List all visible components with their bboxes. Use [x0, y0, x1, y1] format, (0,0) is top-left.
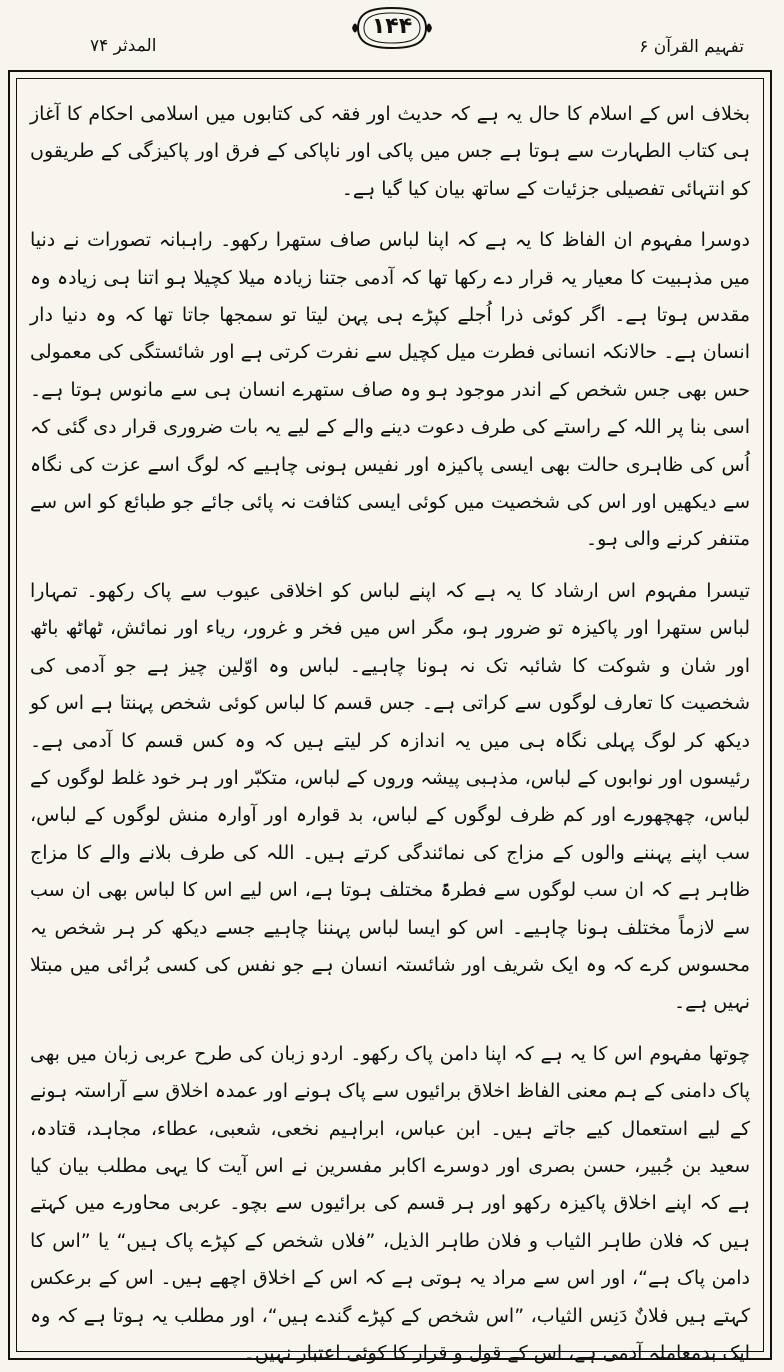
surah-title: المدثر ۷۴ — [90, 36, 157, 56]
book-title: تفہیم القرآن ۶ — [639, 37, 744, 57]
paragraph: چوتھا مفہوم اس کا یہ ہے کہ اپنا دامن پاک رکھو۔ اردو زبان کی طرح عربی زبان میں بھی پاک دامنی کے ہم معنی الفاظ اخلاق برائیوں سے پاک ہونے اور عمدہ اخلاق سے آراستہ ہونے کے لیے استعمال کیے جاتے ہیں۔ ابن عباس، ابراہیم نخعی، شعبی، عطاء، مجاہد، قتادہ، سعید بن جُبیر، حسن بصری اور دوسرے اکابر مفسرین نے اس آیت کا یہی مطلب بیان کیا ہے کہ اپنے اخلاق پاکیزہ رکھو اور ہر قسم کی برائیوں سے بچو۔ عربی محاورے میں کہتے ہیں کہ فلان طاہر الثیاب و فلان طاہر الذیل، ”فلاں شخص کے کپڑے پاک ہیں“ یا ”اس کا دامن پاک ہے“، اور اس سے مراد یہ ہوتی ہے کہ اس کے اخلاق اچھے ہیں۔ اس کے برعکس کہتے ہیں فلانٌ دَنِس الثیاب، ”اس شخص کے کپڑے گندے ہیں“، اور مطلب یہ ہوتا ہے کہ وہ ایک بدمعاملہ آدمی ہے، اس کے قول و قرار کا کوئی اعتبار نہیں۔ — [30, 1042, 750, 1364]
page-number-badge — [350, 4, 434, 52]
page-header — [0, 0, 784, 64]
page-body — [30, 96, 750, 1364]
paragraph: دوسرا مفہوم ان الفاظ کا یہ ہے کہ اپنا لباس صاف ستھرا رکھو۔ راہبانہ تصورات نے دنیا میں مذہبیت کا معیار یہ قرار دے رکھا تھا کہ آدمی جتنا زیادہ میلا کچیلا ہو اتنا ہی زیادہ وہ مقدس ہوتا ہے۔ اگر کوئی ذرا اُجلے کپڑے ہی پہن لیتا تو سمجھا جاتا تھا کہ وہ دنیا دار انسان ہے۔ حالانکہ انسانی فطرت میل کچیل سے نفرت کرتی ہے اور شائستگی کی معمولی حس بھی جس شخص کے اندر موجود ہو وہ صاف ستھرے انسان ہی سے مانوس ہوتا ہے۔ اسی بنا پر اللہ کے راستے کی طرف دعوت دینے والے کے لیے یہ بات ضروری قرار دی گئی کہ اُس کی ظاہری حالت بھی ایسی پاکیزہ اور نفیس ہونی چاہیے کہ لوگ اسے عزت کی نگاہ سے دیکھیں اور اس کی شخصیت میں کوئی ایسی کثافت نہ پائی جائے جو طبائع کو اس سے متنفر کرنے والی ہو۔ — [30, 229, 750, 551]
paragraph: تیسرا مفہوم اس ارشاد کا یہ ہے کہ اپنے لباس کو اخلاقی عیوب سے پاک رکھو۔ تمہارا لباس ستھرا اور پاکیزہ تو ضرور ہو، مگر اس میں فخر و غرور، ریاء اور نمائش، ٹھاٹھ باٹھ اور شان و شوکت کا شائبہ تک نہ ہونا چاہیے۔ لباس وہ اوّلین چیز ہے جو آدمی کی شخصیت کا تعارف لوگوں سے کراتی ہے۔ جس قسم کا لباس کوئی شخص پہنتا ہے اس کو دیکھ کر لوگ پہلی نگاہ ہی میں یہ اندازہ کر لیتے ہیں کہ وہ کس قسم کا آدمی ہے۔ رئیسوں اور نوابوں کے لباس، مذہبی پیشہ وروں کے لباس، متکبّر اور ہر خود غلط لوگوں کے لباس، چھچھورے اور کم ظرف لوگوں کے لباس، بد قوارہ اور آوارہ منش لوگوں کے لباس، سب اپنے پہننے والوں کے مزاج کی نمائندگی کرتے ہیں۔ اللہ کی طرف بلانے والے کا مزاج ظاہر ہے کہ ان سب لوگوں سے فطرۃً مختلف ہوتا ہے، اس لیے اس کا لباس بھی ان سب سے لازماً مختلف ہونا چاہیے۔ اس کو ایسا لباس پہننا چاہیے جسے دیکھ کر ہر شخص یہ محسوس کرے کہ وہ ایک شریف اور شائستہ انسان ہے جو نفس کی کسی بُرائی میں مبتلا نہیں ہے۔ — [30, 579, 750, 1014]
page-number: ۱۴۴ — [371, 14, 413, 39]
paragraph: بخلاف اس کے اسلام کا حال یہ ہے کہ حدیث اور فقہ کی کتابوں میں اسلامی احکام کا آغاز ہی کتاب الطہارت سے ہوتا ہے جس میں پاکی اور ناپاکی کے فرق اور پاکیزگی کے طریقوں کو انتہائی تفصیلی جزئیات کے ساتھ بیان کیا گیا ہے۔ — [30, 103, 750, 200]
